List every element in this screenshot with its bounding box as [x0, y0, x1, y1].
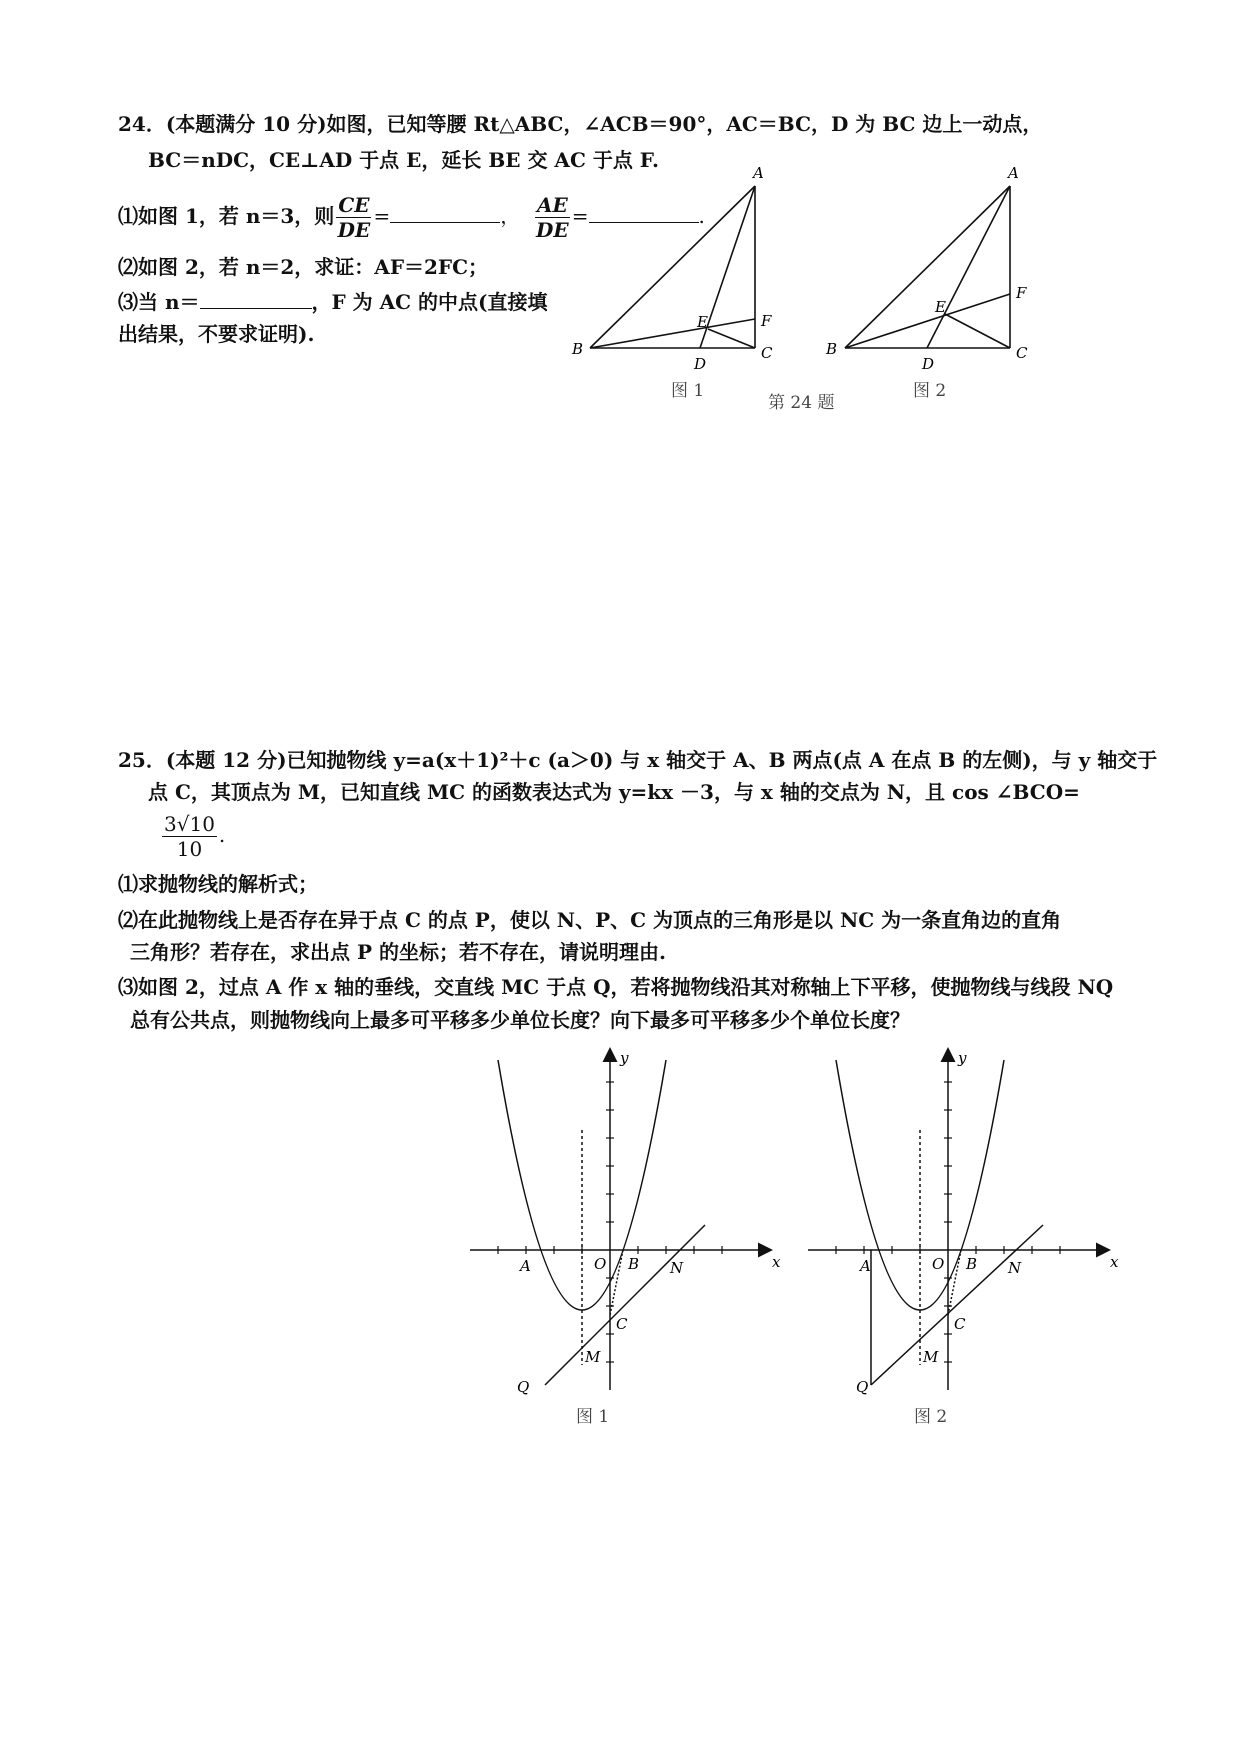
q24-stem-line1: 24．(本题满分 10 分)如图，已知等腰 Rt△ABC，∠ACB＝90°，AC＝BC，D 为 BC 边上一动点， — [118, 112, 1043, 136]
comma-1: ， — [500, 204, 521, 228]
fig2-label-d: D — [922, 355, 935, 373]
q25-cos-fraction — [160, 808, 225, 862]
fig2-label-b: B — [966, 1255, 978, 1273]
fig2-label-m: M — [923, 1348, 939, 1366]
q24-stem-line2: BC＝nDC，CE⊥AD 于点 E，延长 BE 交 AC 于点 F. — [148, 148, 659, 172]
q24-part3 — [118, 288, 548, 316]
fig2-label-x: x — [1110, 1253, 1119, 1271]
cos-value-fraction — [162, 812, 217, 861]
fig2-label-q: Q — [856, 1378, 869, 1396]
q25-score: (本题 12 分) — [165, 748, 287, 772]
fig1-bc-segment — [610, 1250, 623, 1315]
q24-score: (本题满分 10 分) — [165, 112, 327, 136]
fig2-label-n: N — [1008, 1259, 1022, 1277]
frac2-numerator: AE — [536, 193, 568, 217]
q24-part3-line2: 出结果，不要求证明). — [118, 322, 315, 346]
q24-part3-suffix: ，F 为 AC 的中点(直接填 — [311, 290, 548, 314]
fig2-line-bf — [845, 294, 1010, 348]
fig1-label-a: A — [753, 164, 764, 182]
q25-part3-line1: ⑶如图 2，过点 A 作 x 轴的垂线，交直线 MC 于点 Q，若将抛物线沿其对称轴上下平移，使抛物线与线段 NQ — [118, 975, 1114, 999]
q24-figure-1 — [560, 162, 790, 373]
fig2-label-c: C — [1016, 344, 1028, 362]
fig2-line-ad — [927, 186, 1010, 348]
cos-period: . — [218, 823, 226, 847]
q24-figure-2 — [815, 162, 1045, 373]
fig1-label-n: N — [670, 1259, 684, 1277]
q24-part1-prefix: ⑴如图 1，若 n＝3，则 — [118, 204, 335, 228]
q25-stem-line2: 点 C，其顶点为 M，已知直线 MC 的函数表达式为 y=kx －3，与 x 轴的交点为 N，且 cos ∠BCO= — [148, 780, 1080, 804]
fig1-label-b: B — [572, 340, 584, 358]
fig2-label-e: E — [935, 298, 946, 316]
eq-sign-1: = — [373, 204, 391, 228]
fig1-label-e: E — [697, 313, 708, 331]
q25-figure-2 — [798, 1035, 1128, 1405]
fig2-side-ab — [845, 186, 1010, 348]
fig1-label-y: y — [620, 1049, 629, 1067]
fig1-label-q: Q — [517, 1378, 530, 1396]
fig1-label-d: D — [694, 355, 707, 373]
frac1-numerator: CE — [338, 193, 370, 217]
answer-blank-1[interactable] — [390, 202, 500, 223]
fig1-label-f: F — [761, 312, 772, 330]
q24-fig1-caption: 图 1 — [671, 381, 705, 401]
fig1-label-o: O — [594, 1255, 607, 1273]
q25-part2-line1: ⑵在此抛物线上是否存在异于点 C 的点 P，使以 N、P、C 为顶点的三角形是以 NC 为一条直角边的直角 — [118, 908, 1062, 932]
q25-number: 25 — [118, 748, 146, 772]
q24-number: 24 — [118, 112, 146, 136]
q24-figures-caption: 第 24 题 — [768, 393, 835, 413]
q25-stem-line1: 25．(本题 12 分)已知抛物线 y=a(x＋1)²＋c (a＞0) 与 x 轴交于 A、B 两点(点 A 在点 B 的左侧)，与 y 轴交于 — [118, 748, 1158, 772]
fig2-label-a: A — [1008, 164, 1019, 182]
q25-fig2-caption: 图 2 — [914, 1407, 948, 1427]
fig2-label-c: C — [954, 1315, 966, 1333]
frac1-denominator: DE — [337, 218, 371, 242]
cos-numerator: 3√10 — [164, 812, 215, 836]
q24-stem-text1: 如图，已知等腰 Rt△ABC，∠ACB＝90°，AC＝BC，D 为 BC 边上一动点， — [326, 112, 1043, 136]
fig2-label-a: A — [860, 1257, 871, 1275]
fig2-line-ce — [945, 314, 1010, 348]
fig1-label-a: A — [520, 1257, 531, 1275]
fig2-label-o: O — [932, 1255, 945, 1273]
q24-part3-prefix: ⑶当 n＝ — [118, 290, 200, 314]
fig1-line-ce — [708, 329, 755, 348]
eq-sign-2: = — [571, 204, 589, 228]
fig2-line-mc — [871, 1225, 1043, 1385]
fig1-line-mc — [545, 1225, 705, 1385]
q25-fig1-caption: 图 1 — [576, 1407, 610, 1427]
fig1-label-c: C — [616, 1315, 628, 1333]
answer-blank-3[interactable] — [200, 288, 312, 309]
fig1-label-x: x — [772, 1253, 781, 1271]
q24-part2: ⑵如图 2，若 n＝2，求证：AF＝2FC； — [118, 255, 489, 279]
period-1: . — [698, 204, 705, 228]
fig1-label-m: M — [585, 1348, 601, 1366]
q25-part3-line2: 总有公共点，则抛物线向上最多可平移多少单位长度？向下最多可平移多少个单位长度？ — [130, 1008, 910, 1032]
fig1-label-b: B — [628, 1255, 640, 1273]
fig1-label-c: C — [761, 344, 773, 362]
frac2-denominator: DE — [536, 218, 569, 242]
fig2-label-f: F — [1016, 284, 1027, 302]
q25-part1: ⑴求抛物线的解析式； — [118, 872, 318, 896]
fig2-label-y: y — [958, 1049, 967, 1067]
fig2-label-b: B — [826, 340, 838, 358]
q25-figure-1 — [460, 1035, 790, 1405]
q24-fig2-caption: 图 2 — [913, 381, 947, 401]
q25-stem-text1: 已知抛物线 y=a(x＋1)²＋c (a＞0) 与 x 轴交于 A、B 两点(点 A 在点 B 的左侧)，与 y 轴交于 — [286, 748, 1158, 772]
fig2-bc-segment — [948, 1250, 961, 1315]
q25-part2-line2: 三角形？若存在，求出点 P 的坐标；若不存在，请说明理由. — [130, 940, 666, 964]
q24-fraction-ce-de — [336, 193, 371, 242]
cos-denominator: 10 — [176, 837, 203, 861]
